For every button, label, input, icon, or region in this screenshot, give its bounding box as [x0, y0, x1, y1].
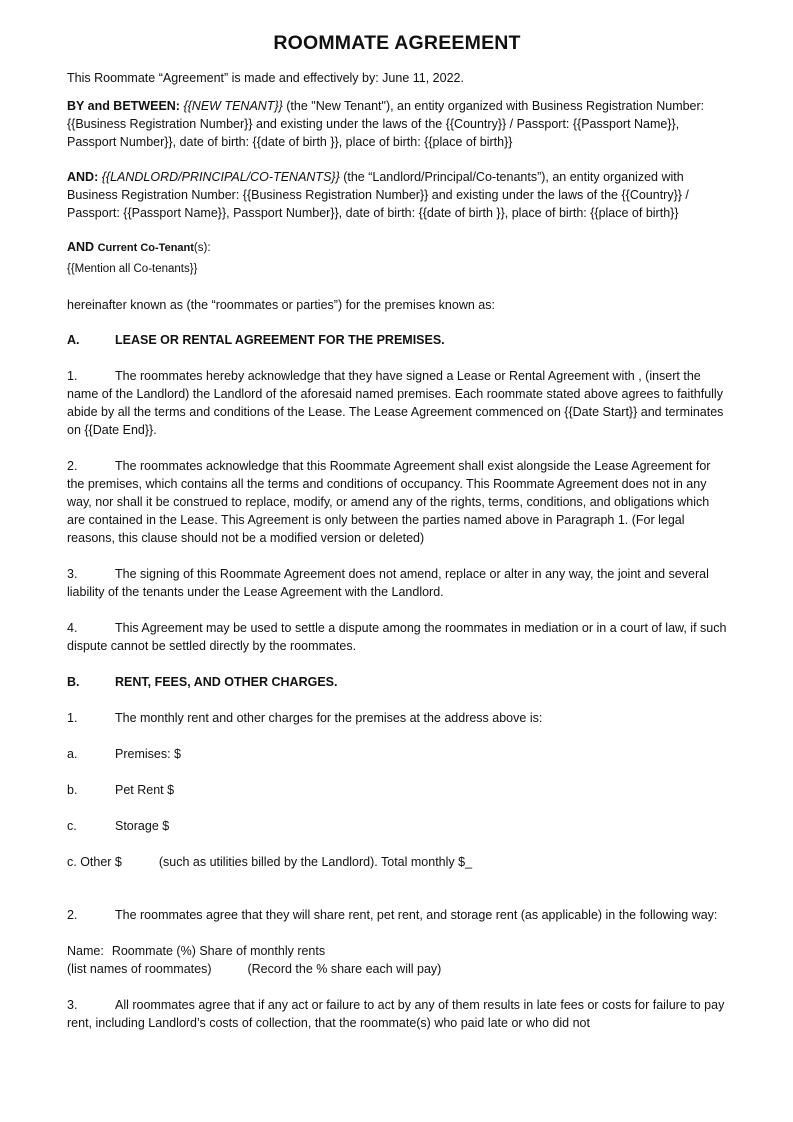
charge-text: Storage $ — [115, 819, 170, 833]
cotenants-heading — [67, 239, 727, 256]
section-b-heading — [67, 673, 727, 691]
charge-letter: c. — [67, 819, 77, 833]
section-b-item — [67, 996, 727, 1032]
intro-paragraph: This Roommate “Agreement” is made and effectively by: June 11, 2022. — [67, 71, 464, 85]
party-new-tenant — [67, 97, 727, 151]
item-text: The roommates agree that they will share rent, pet rent, and storage rent (as applicable) in the following way: — [115, 908, 718, 922]
item-number: 2. — [67, 908, 78, 922]
section-letter: B. — [67, 675, 80, 689]
item-number: 2. — [67, 459, 78, 473]
section-a-heading — [67, 331, 727, 349]
charge-letter: b. — [67, 783, 78, 797]
charge-text: Pet Rent $ — [115, 783, 175, 797]
section-b-item — [67, 906, 727, 924]
party-name: {{LANDLORD/PRINCIPAL/CO-TENANTS}} — [101, 170, 340, 184]
party-text: (the “Landlord/Principal/Co-tenants”), an entity organized with Business Registration Number: {{Business Registration Number}} and existing under the laws of the {{Country}} / Passport: {{Passport Name}}, Passport Number}}, date of birth: {{date of birth }}, place of birth: {{place of birth}} — [67, 170, 689, 220]
item-number: 1. — [67, 711, 78, 725]
item-number: 3. — [67, 998, 78, 1012]
charge-line — [67, 817, 727, 835]
item-text: This Agreement may be used to settle a dispute among the roommates in mediation or in a court of law, if such dispute cannot be settled directly by the roommates. — [67, 621, 727, 653]
document-page — [67, 30, 727, 1050]
party-text: (the "New Tenant"), an entity organized with Business Registration Number: {{Business Registration Number}} and existing under the laws of the {{Country}} / Passport: {{Passport Name}}, Passport Number}}, date of birth: {{date of birth }}, place of birth: {{place of birth}} — [67, 99, 705, 149]
charge-line — [67, 745, 727, 763]
section-b-item — [67, 709, 727, 727]
other-charge-lead: c. Other $ — [67, 855, 122, 869]
charge-letter: a. — [67, 747, 78, 761]
section-a-item — [67, 367, 727, 439]
share-list-line — [67, 960, 727, 978]
cotenants-suffix: (s): — [193, 242, 211, 254]
item-number: 3. — [67, 567, 78, 581]
cotenants-label: Current Co-Tenant — [97, 242, 194, 254]
party-lead: BY and BETWEEN: — [67, 99, 184, 113]
section-title: LEASE OR RENTAL AGREEMENT FOR THE PREMISES. — [115, 333, 445, 347]
charge-text: Premises: $ — [115, 747, 181, 761]
section-title: RENT, FEES, AND OTHER CHARGES. — [115, 675, 338, 689]
item-text: The roommates acknowledge that this Roommate Agreement shall exist alongside the Lease Agreement for the premises, which contains all the terms and conditions of occupancy. This Roommate Agreement does not in any way, nor shall it be construed to replace, modify, or amend any of the rights, terms, conditions, and obligations which are contained in the Lease. This Agreement is only between the parties named above in Paragraph 1. (For legal reasons, this clause should not be a modified version or deleted) — [67, 459, 711, 545]
hereafter-paragraph: hereinafter known as (the “roommates or parties”) for the premises known as: — [67, 298, 495, 312]
item-number: 4. — [67, 621, 78, 635]
section-letter: A. — [67, 333, 80, 347]
section-a-item — [67, 457, 727, 547]
section-a-item — [67, 619, 727, 655]
party-landlord — [67, 168, 727, 222]
item-text: All roommates agree that if any act or failure to act by any of them results in late fees or costs for failure to pay rent, including Landlord’s costs of collection, that the roommate(s) who paid late or who did not — [67, 998, 725, 1030]
document-title: ROOMMATE AGREEMENT — [273, 32, 521, 54]
item-text: The monthly rent and other charges for the premises at the address above is: — [115, 711, 543, 725]
other-charge-line — [67, 853, 727, 871]
share-name-line — [67, 942, 727, 960]
cotenants-lead: AND — [67, 240, 98, 254]
share-record-text: (Record the % share each will pay) — [247, 962, 442, 976]
other-charge-text: (such as utilities billed by the Landlord). Total monthly $_ — [158, 855, 473, 869]
share-list-text: (list names of roommates) — [67, 962, 212, 976]
charge-line — [67, 781, 727, 799]
item-text: The signing of this Roommate Agreement does not amend, replace or alter in any way, the joint and several liability of the tenants under the Lease Agreement with the Landlord. — [67, 567, 709, 599]
item-text: The roommates hereby acknowledge that they have signed a Lease or Rental Agreement with , (insert the name of the Landlord) the Landlord of the aforesaid named premises. Each roommate stated above agrees to faithfully abide by all the terms and conditions of the Lease. The Lease Agreement commenced on {{Date Start}} and terminates on {{Date End}}. — [67, 369, 724, 437]
item-number: 1. — [67, 369, 78, 383]
share-name-label: Name: — [67, 944, 104, 958]
share-name-text: Roommate (%) Share of monthly rents — [111, 944, 326, 958]
section-a-item — [67, 565, 727, 601]
party-name: {{NEW TENANT}} — [183, 99, 283, 113]
party-lead: AND: — [67, 170, 102, 184]
cotenants-mention: {{Mention all Co-tenants}} — [67, 263, 198, 275]
